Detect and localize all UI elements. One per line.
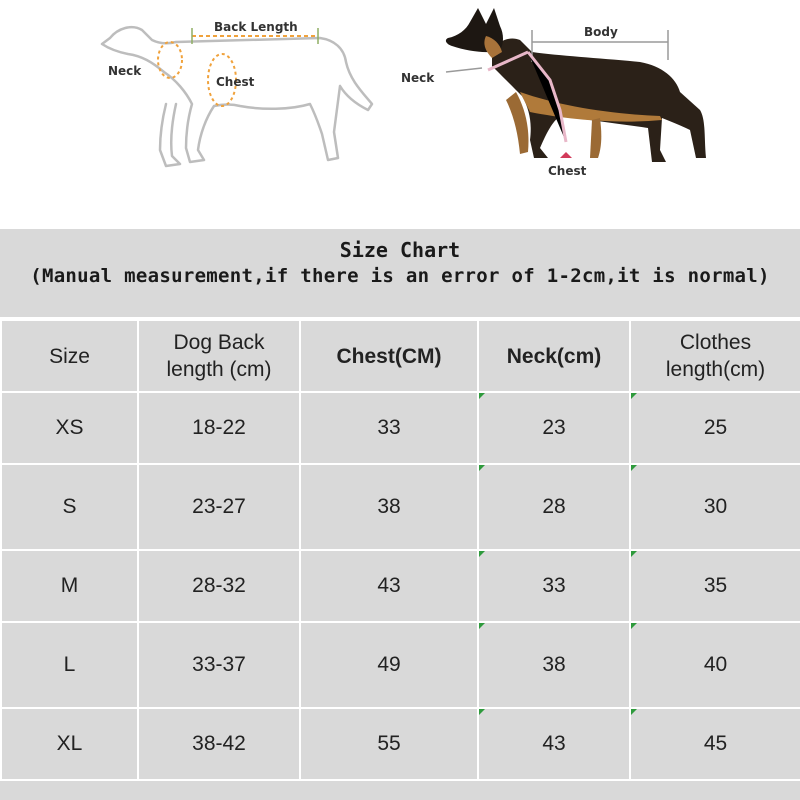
size-chart	[0, 229, 800, 800]
chest-cell: 55	[300, 708, 478, 780]
clothes-length-cell: 45	[630, 708, 800, 780]
back-length-cell: 23-27	[138, 464, 300, 550]
corner-tick-mark	[479, 709, 485, 715]
clothes-length-cell: 30	[630, 464, 800, 550]
corner-tick-mark	[631, 623, 637, 629]
size-chart-header	[0, 229, 800, 319]
clothes-length-cell: 35	[630, 550, 800, 622]
table-row	[1, 708, 800, 780]
back-length-cell: 38-42	[138, 708, 300, 780]
table-row	[1, 392, 800, 464]
neck-label: Neck	[108, 64, 142, 78]
size-cell: S	[1, 464, 138, 550]
table-header-row	[1, 320, 800, 392]
clothes-length-cell: 25	[630, 392, 800, 464]
clothes-length-cell: 40	[630, 622, 800, 708]
back-length-cell: 18-22	[138, 392, 300, 464]
shepherd-dog-illustration	[0, 0, 800, 228]
chest-cell: 33	[300, 392, 478, 464]
size-cell: XS	[1, 392, 138, 464]
corner-tick-mark	[479, 551, 485, 557]
size-cell: M	[1, 550, 138, 622]
size-cell: L	[1, 622, 138, 708]
corner-tick-mark	[479, 393, 485, 399]
back-length-cell: 28-32	[138, 550, 300, 622]
neck-cell: 23	[478, 392, 630, 464]
right-chest-label: Chest	[548, 164, 587, 178]
chest-pointer-icon	[560, 152, 572, 158]
chest-cell: 49	[300, 622, 478, 708]
table-row	[1, 622, 800, 708]
size-cell: XL	[1, 708, 138, 780]
column-header-size: Size	[1, 320, 138, 392]
neck-cell: 38	[478, 622, 630, 708]
neck-pointer	[446, 68, 482, 72]
column-header-chest: Chest(CM)	[300, 320, 478, 392]
table-row	[1, 550, 800, 622]
chest-cell: 43	[300, 550, 478, 622]
right-neck-label: Neck	[401, 71, 435, 85]
corner-tick-mark	[631, 465, 637, 471]
corner-tick-mark	[479, 623, 485, 629]
table-row	[1, 464, 800, 550]
corner-tick-mark	[631, 393, 637, 399]
size-chart-title: Size Chart	[339, 238, 461, 262]
corner-tick-mark	[479, 465, 485, 471]
column-header-clothes-length: Clothes length(cm)	[630, 320, 800, 392]
neck-cell: 33	[478, 550, 630, 622]
chest-label: Chest	[216, 75, 255, 89]
column-header-neck: Neck(cm)	[478, 320, 630, 392]
back-length-label: Back Length	[214, 20, 298, 34]
chest-cell: 38	[300, 464, 478, 550]
measurement-note: (Manual measurement,if there is an error of 1-2cm,it is normal)	[30, 265, 770, 287]
back-length-cell: 33-37	[138, 622, 300, 708]
corner-tick-mark	[631, 709, 637, 715]
column-header-back-length: Dog Back length (cm)	[138, 320, 300, 392]
shepherd-dog-drawing	[446, 8, 706, 162]
neck-cell: 28	[478, 464, 630, 550]
measurement-illustrations	[0, 0, 800, 228]
body-label: Body	[584, 25, 618, 39]
size-table	[0, 319, 800, 781]
corner-tick-mark	[631, 551, 637, 557]
neck-cell: 43	[478, 708, 630, 780]
